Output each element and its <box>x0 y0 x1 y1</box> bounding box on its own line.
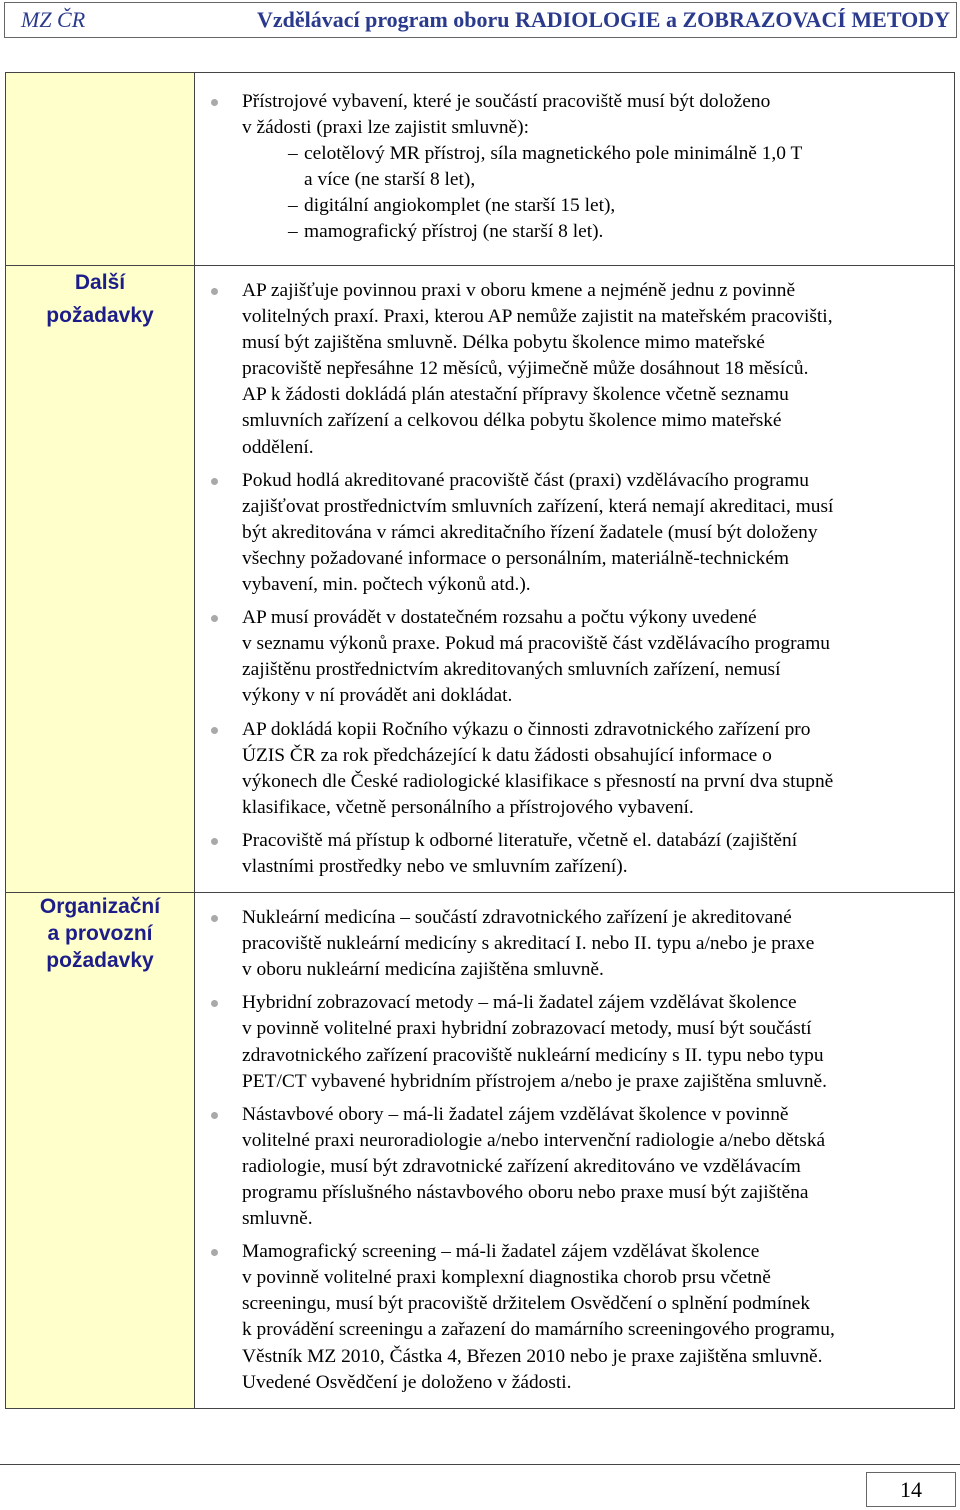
line: v povinně volitelné praxi hybridní zobrazovací metody, musí být součástí <box>242 1018 812 1040</box>
line: smluvně. <box>242 1208 313 1230</box>
line: všechny požadované informace o personálním, materiálně-technickém <box>242 547 790 569</box>
row-equipment <box>6 73 955 266</box>
line: Věstník MZ 2010, Částka 4, Březen 2010 nebo je praxe zajištěna smluvně. <box>242 1345 823 1367</box>
bullet-icon <box>211 99 218 106</box>
label-line: Další <box>74 271 126 294</box>
line: musí být zajištěna smluvně. Délka pobytu školence mimo mateřské <box>242 332 765 354</box>
requirements-table <box>5 72 955 1409</box>
dash-icon: – <box>288 143 298 165</box>
list-item <box>207 905 946 983</box>
line: ÚZIS ČR za rok předcházející k datu žádosti obsahující informace o <box>242 744 772 766</box>
dash-icon: – <box>288 195 298 217</box>
bullet-icon <box>211 838 218 845</box>
line: Nukleární medicína – součástí zdravotnického zařízení je akreditované <box>242 907 792 929</box>
line: v povinně volitelné praxi komplexní diagnostika chorob prsu včetně <box>242 1267 771 1289</box>
bullet-icon <box>211 1112 218 1119</box>
header-org: MZ ČR <box>21 7 86 32</box>
line: PET/CT vybavené hybridním přístrojem a/nebo je praxe zajištěna smluvně. <box>242 1070 827 1092</box>
header-title: Vzdělávací program oboru RADIOLOGIE a ZOBRAZOVACÍ METODY <box>256 7 950 32</box>
bullet-icon <box>211 288 218 295</box>
page-header <box>4 2 957 38</box>
bullet-list <box>207 905 946 1396</box>
line: radiologie, musí být zdravotnické zařízení akreditováno ve vzdělávacím <box>242 1155 801 1177</box>
line: být akreditována v rámci akreditačního řízení žadatele (musí být doloženy <box>242 521 818 543</box>
line: AP k žádosti dokládá plán atestační přípravy školence včetně seznamu <box>242 384 789 406</box>
line: celotělový MR přístroj, síla magnetického pole minimálně 1,0 T <box>304 143 803 165</box>
line: v žádosti (praxi lze zajistit smluvně): <box>242 117 530 139</box>
line: smluvních zařízení a celkovou délka pobytu školence mimo mateřské <box>242 410 782 432</box>
label-line: požadavky <box>46 303 154 327</box>
bullet-icon <box>211 1249 218 1256</box>
row-content-dalsi <box>195 266 955 893</box>
line: v seznamu výkonů praxe. Pokud má pracoviště část vzdělávacího programu <box>242 633 830 655</box>
row-label-organizacni <box>6 893 195 1409</box>
line: AP zajišťuje povinnou praxi v oboru kmene a nejméně jednu z povinně <box>242 280 796 301</box>
list-item <box>207 1239 946 1396</box>
bullet-icon <box>211 727 218 734</box>
page-number: 14 <box>866 1472 956 1507</box>
row-label-dalsi <box>6 266 195 893</box>
line: Pracoviště má přístup k odborné literatuře, včetně el. databází (zajištění <box>242 829 798 851</box>
label-line: Organizační <box>39 895 161 919</box>
line: vlastními prostředky nebo ve smluvním zařízení). <box>242 855 628 877</box>
line: Přístrojové vybavení, které je součástí pracoviště musí být doloženo <box>242 91 771 112</box>
footer-divider <box>0 1464 960 1465</box>
dash-list <box>242 141 946 245</box>
bullet-list <box>207 89 946 246</box>
line: výkonech dle České radiologické klasifikace s přesností na první dva stupně <box>242 770 834 792</box>
line: screeningu, musí být pracoviště držitelem Osvědčení o splnění podmínek <box>242 1293 811 1315</box>
line: výkony v ní provádět ani dokládat. <box>242 685 513 707</box>
line: Nástavbové obory – má-li žadatel zájem vzdělávat školence v povinně <box>242 1103 789 1125</box>
line: AP musí provádět v dostatečném rozsahu a počtu výkony uvedené <box>242 607 757 629</box>
list-item <box>207 278 946 461</box>
line: zajišťovat prostřednictvím smluvních zařízení, která nemají akreditaci, musí <box>242 495 834 517</box>
bullet-list <box>207 278 946 880</box>
label-line: požadavky <box>46 948 154 972</box>
line: oddělení. <box>242 436 314 458</box>
dash-item <box>242 141 946 193</box>
line: AP dokládá kopii Ročního výkazu o činnosti zdravotnického zařízení pro <box>242 718 811 740</box>
line: Pokud hodlá akreditované pracoviště část (praxi) vzdělávacího programu <box>242 469 809 491</box>
line: programu příslušného nástavbového oboru nebo praxe musí být zajištěna <box>242 1182 809 1203</box>
line: volitelné praxi neuroradiologie a/nebo intervenční radiologie a/nebo dětská <box>242 1129 826 1151</box>
line: volitelných praxí. Praxi, kterou AP nemůže zajistit na mateřském pracovišti, <box>242 306 833 328</box>
line: mamografický přístroj (ne starší 8 let). <box>304 221 604 243</box>
list-item <box>207 717 946 821</box>
list-item <box>207 605 946 709</box>
dash-item <box>242 193 946 219</box>
list-item <box>207 89 946 246</box>
dash-icon: – <box>288 221 298 243</box>
list-item <box>207 828 946 880</box>
bullet-icon <box>211 615 218 622</box>
dash-item <box>242 219 946 245</box>
line: vybavení, min. počtech výkonů atd.). <box>242 574 531 596</box>
line: pracoviště nepřesáhne 12 měsíců, výjimečně může dosáhnout 18 měsíců. <box>242 358 809 380</box>
line: zdravotnického zařízení pracoviště nukleární medicíny s II. typu nebo typu <box>242 1044 824 1066</box>
row-content-organizacni <box>195 893 955 1409</box>
line: Uvedené Osvědčení je doloženo v žádosti. <box>242 1371 572 1393</box>
bullet-icon <box>211 1000 218 1007</box>
label-line: a provozní <box>47 921 153 945</box>
line: klasifikace, včetně personálního a přístrojového vybavení. <box>242 796 694 818</box>
bullet-icon <box>211 478 218 485</box>
line: zajištěnu prostřednictvím akreditovaných smluvních zařízení, nemusí <box>242 659 781 681</box>
line: a více (ne starší 8 let), <box>304 169 476 191</box>
row-content-equipment <box>195 73 955 266</box>
list-item <box>207 468 946 598</box>
list-item <box>207 1102 946 1232</box>
bullet-icon <box>211 915 218 922</box>
row-organizacni <box>6 893 955 1409</box>
row-label-empty <box>6 73 195 266</box>
line: v oboru nukleární medicína zajištěna smluvně. <box>242 959 604 981</box>
list-item <box>207 990 946 1094</box>
line: k provádění screeningu a zařazení do mamárního screeningového programu, <box>242 1319 835 1341</box>
line: pracoviště nukleární medicíny s akreditací I. nebo II. typu a/nebo je praxe <box>242 933 815 955</box>
line: digitální angiokomplet (ne starší 15 let), <box>304 195 616 217</box>
row-dalsi <box>6 266 955 893</box>
line: Mamografický screening – má-li žadatel zájem vzdělávat školence <box>242 1241 760 1263</box>
line: Hybridní zobrazovací metody – má-li žadatel zájem vzdělávat školence <box>242 992 797 1014</box>
